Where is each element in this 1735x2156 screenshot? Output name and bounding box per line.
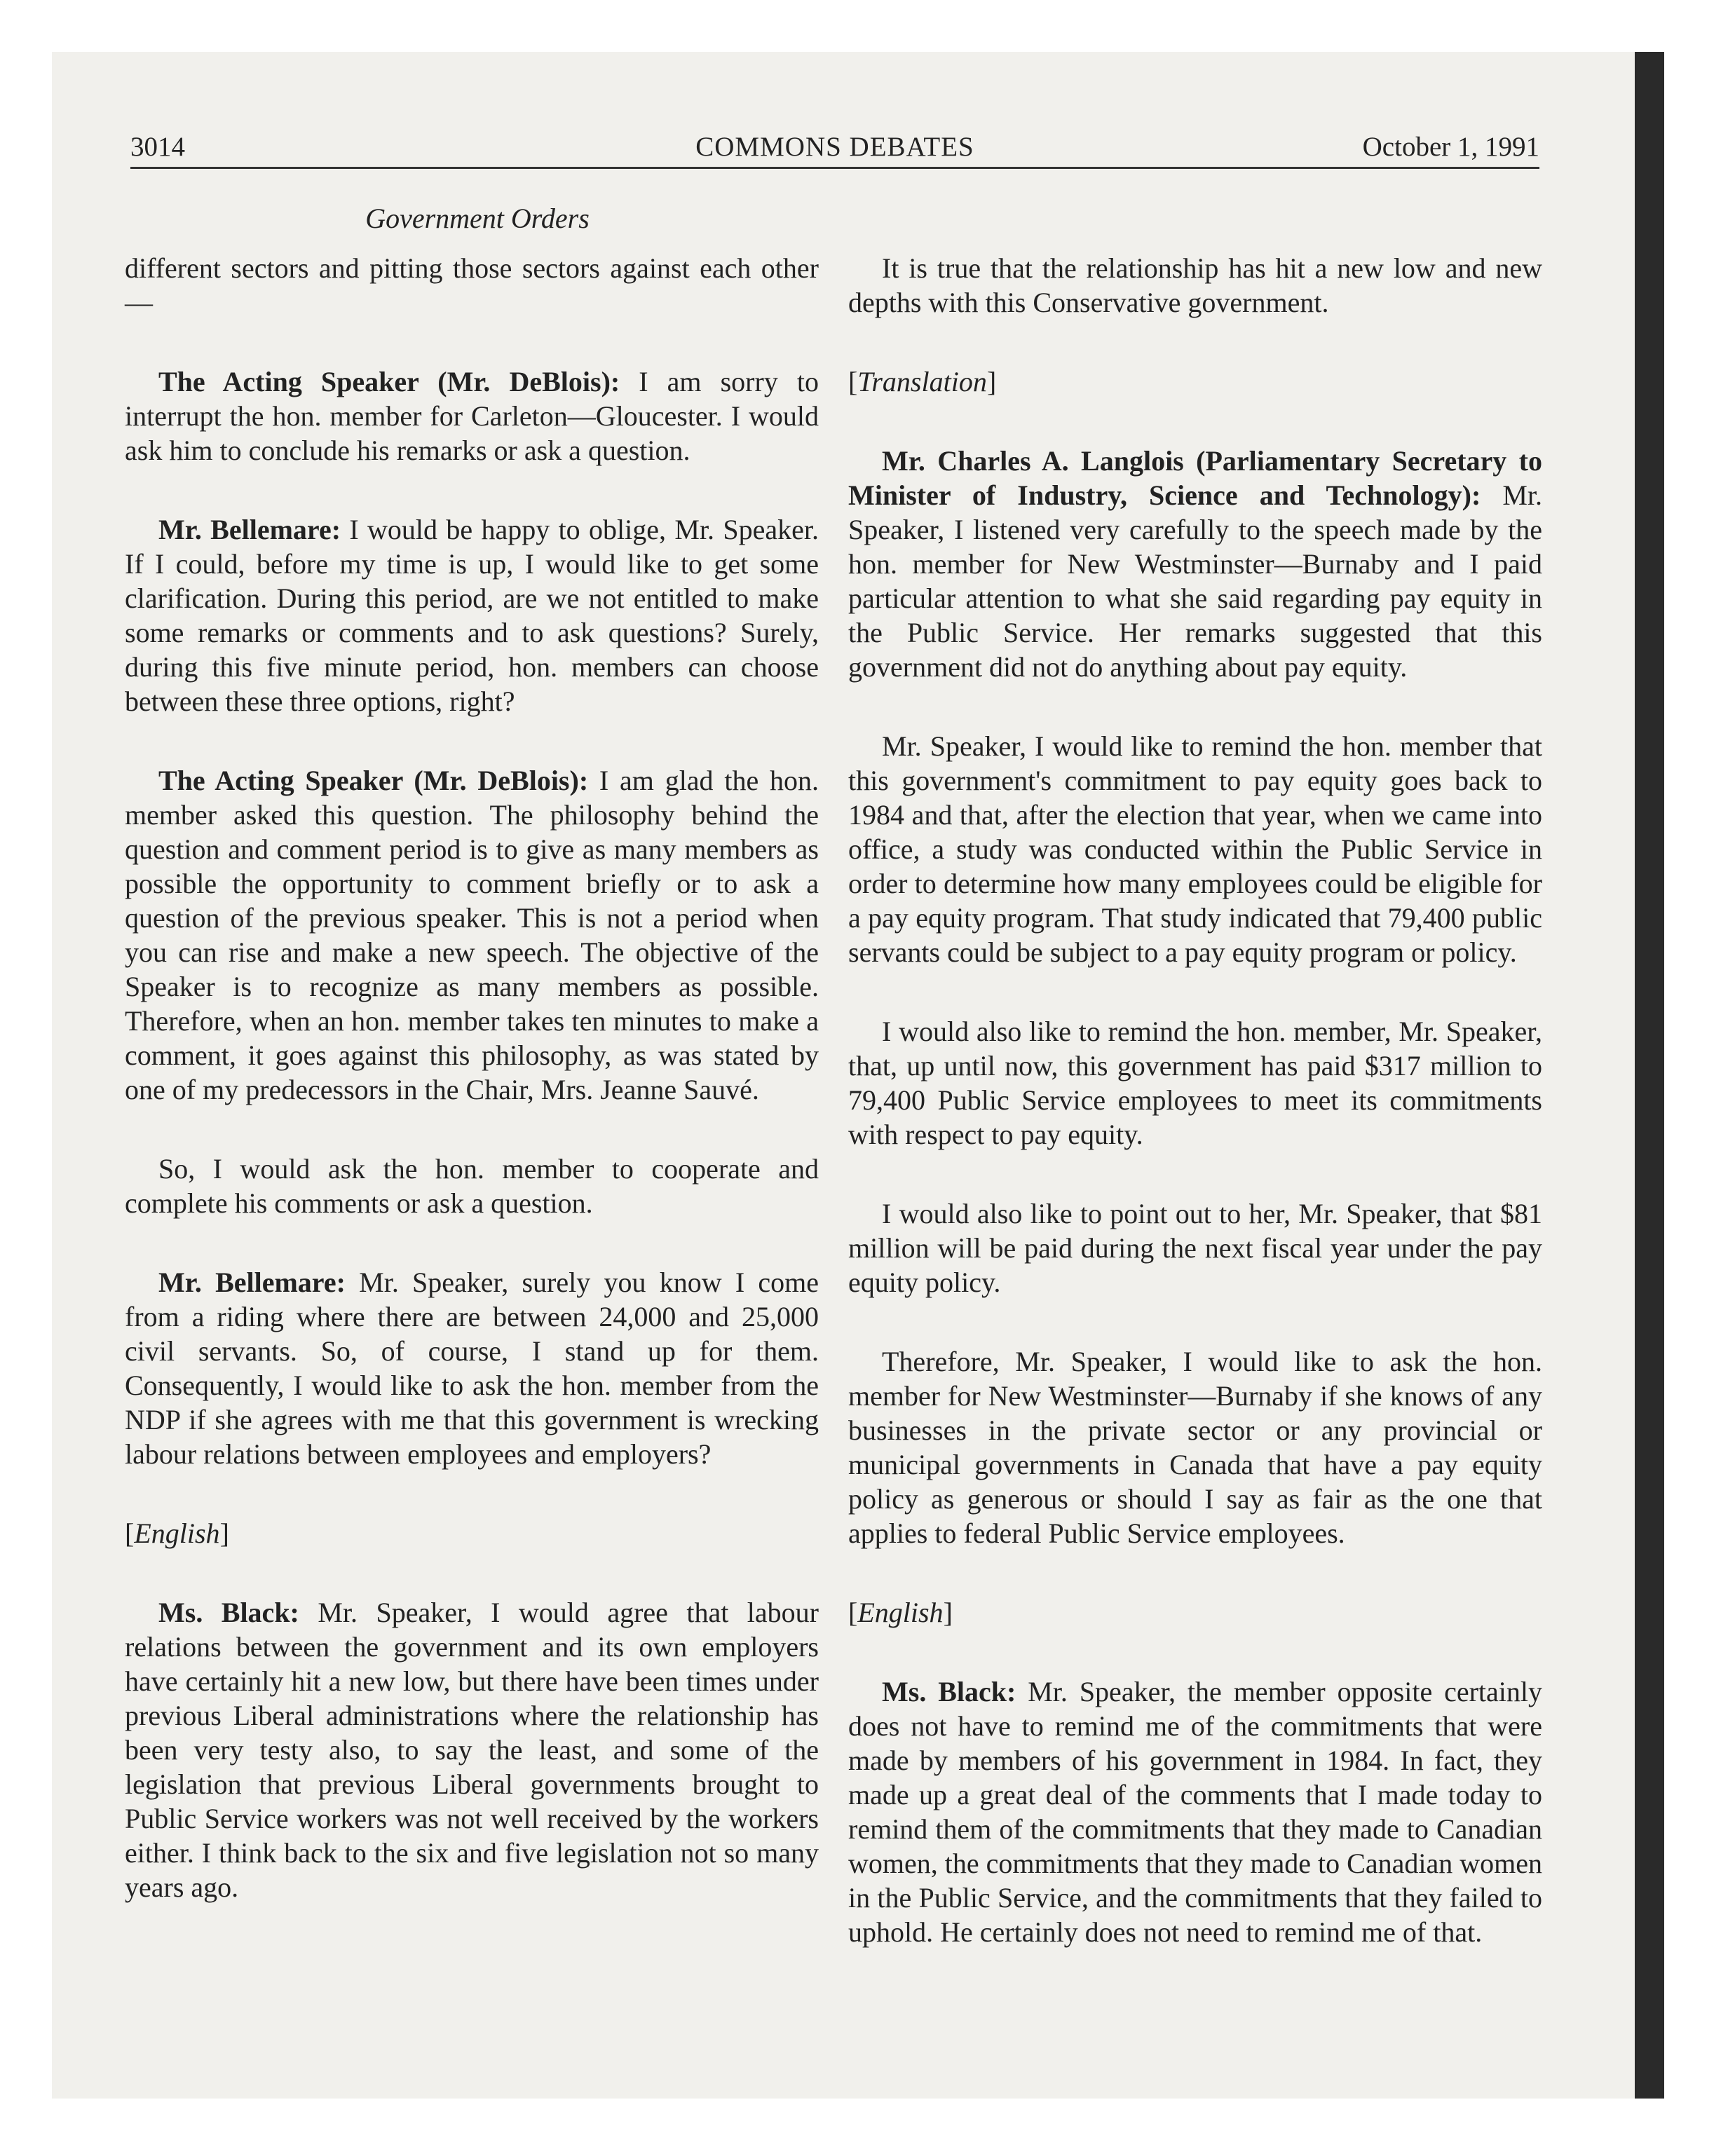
paragraph-text: Mr. Speaker, I would like to remind the hon. member that this government's commitment to pay equity goes back to 1984 and that, after the election that year, when we came into office, a study was conducted within the Public Service in order to determine how many employees could be eligible for a pay equity program. That study indicated that 79,400 public servants could be subject to a pay equity program or policy.: [848, 730, 1542, 968]
paragraph: [848, 251, 1542, 320]
speaker-name: Mr. Bellemare:: [158, 514, 341, 545]
language-tag: [Translation]: [848, 366, 997, 397]
paragraph: [125, 763, 819, 1107]
paragraph-text: So, I would ask the hon. member to cooperate and complete his comments or ask a question.: [125, 1153, 819, 1219]
section-title: Government Orders: [365, 203, 590, 234]
language-tag: [English]: [125, 1517, 229, 1549]
left-column: [125, 251, 819, 1949]
language-tag: [English]: [848, 1597, 953, 1628]
speaker-name: Ms. Black:: [158, 1597, 299, 1628]
paragraph-text: Therefore, Mr. Speaker, I would like to ask the hon. member for New Westminster—Burnaby if she knows of any businesses in the private sector or any provincial or municipal governments in Canada that have a pay equity policy as generous or should I say as fair as the one that applies to federal Public Service employees.: [848, 1346, 1542, 1549]
paragraph: [848, 444, 1542, 684]
paragraph-text: Mr. Speaker, I would agree that labour relations between the government and its own employers have certainly hit a new low, but there have been times under previous Liberal administrations where the relationship has been very testy also, to say the least, and some of the legislation that previous Liberal governments brought to Public Service workers was not well received by the workers either. I think back to the six and five legislation not so many years ago.: [125, 1597, 819, 1903]
publication-title: COMMONS DEBATES: [695, 132, 974, 162]
paragraph: [848, 1344, 1542, 1550]
publication-date: October 1, 1991: [1362, 132, 1539, 162]
speaker-name: Mr. Charles A. Langlois (Parliamentary Secretary to Minister of Industry, Science and Technology):: [848, 445, 1542, 511]
page-binding-edge: [1635, 52, 1664, 2099]
speaker-name: Ms. Black:: [882, 1676, 1016, 1707]
right-column: [848, 251, 1542, 1994]
paragraph: [125, 1265, 819, 1471]
paragraph: [848, 1014, 1542, 1152]
paragraph: [125, 364, 819, 468]
paragraph: [848, 729, 1542, 969]
paragraph-text: I would also like to point out to her, Mr. Speaker, that $81 million will be paid during the next fiscal year under the pay equity policy.: [848, 1198, 1542, 1298]
language-tag-text: English: [134, 1517, 220, 1549]
paragraph: [848, 1674, 1542, 1949]
paragraph-text: I am glad the hon. member asked this question. The philosophy behind the question and comment period is to give as many members as possible the opportunity to comment briefly or to ask a question of the previous speaker. This is not a period when you can rise and make a new speech. The objective of the Speaker is to recognize as many members as possible. Therefore, when an hon. member takes ten minutes to make a comment, it goes against this philosophy, as was stated by one of my predecessors in the Chair, Mrs. Jeanne Sauvé.: [125, 765, 819, 1105]
paragraph: [125, 251, 819, 320]
header-rule: [130, 167, 1539, 169]
paragraph-text: Mr. Speaker, I listened very carefully to the speech made by the hon. member for New Westminster—Burnaby and I paid particular attention to what she said regarding pay equity in the Public Service. Her remarks suggested that this government did not do anything about pay equity.: [848, 479, 1542, 683]
page-header: [130, 126, 1539, 168]
paragraph-text: Mr. Speaker, surely you know I come from a riding where there are between 24,000 and 25,000 civil servants. So, of course, I stand up for them. Consequently, I would like to ask the hon. member from the NDP if she agrees with me that this government is wrecking labour relations between employees and employers?: [125, 1267, 819, 1470]
speaker-name: Mr. Bellemare:: [158, 1267, 346, 1298]
paragraph-text: I would also like to remind the hon. member, Mr. Speaker, that, up until now, this government has paid $317 million to 79,400 Public Service employees to meet its commitments with respect to pay equity.: [848, 1016, 1542, 1150]
paragraph: [125, 1152, 819, 1220]
paragraph-text: Mr. Speaker, the member opposite certainly does not have to remind me of the commitments that were made by members of his government in 1984. In fact, they made up a great deal of the comments that I made today to remind them of the commitments that they made to Canadian women, the commitments that they made to Canadian women in the Public Service, and the commitments that they failed to uphold. He certainly does not need to remind me of that.: [848, 1676, 1543, 1948]
page-number: 3014: [130, 132, 185, 162]
paragraph: [848, 1196, 1542, 1299]
speaker-name: The Acting Speaker (Mr. DeBlois):: [158, 765, 589, 796]
paragraph-text: different sectors and pitting those sectors against each other—: [125, 252, 819, 318]
language-tag-text: English: [857, 1597, 944, 1628]
paragraph-text: I am sorry to interrupt the hon. member for Carleton—Gloucester. I would ask him to conclude his remarks or ask a question.: [125, 366, 819, 466]
language-tag-text: Translation: [857, 366, 987, 397]
paragraph-text: It is true that the relationship has hit a new low and new depths with this Conservative government.: [848, 252, 1542, 318]
speaker-name: The Acting Speaker (Mr. DeBlois):: [158, 366, 620, 397]
paragraph: [125, 512, 819, 718]
paragraph-text: I would be happy to oblige, Mr. Speaker. If I could, before my time is up, I would like to get some clarification. During this period, are we not entitled to make some remarks or comments and to ask questions? Surely, during this five minute period, hon. members can choose between these three options, right?: [125, 514, 819, 717]
paragraph: [125, 1595, 819, 1904]
